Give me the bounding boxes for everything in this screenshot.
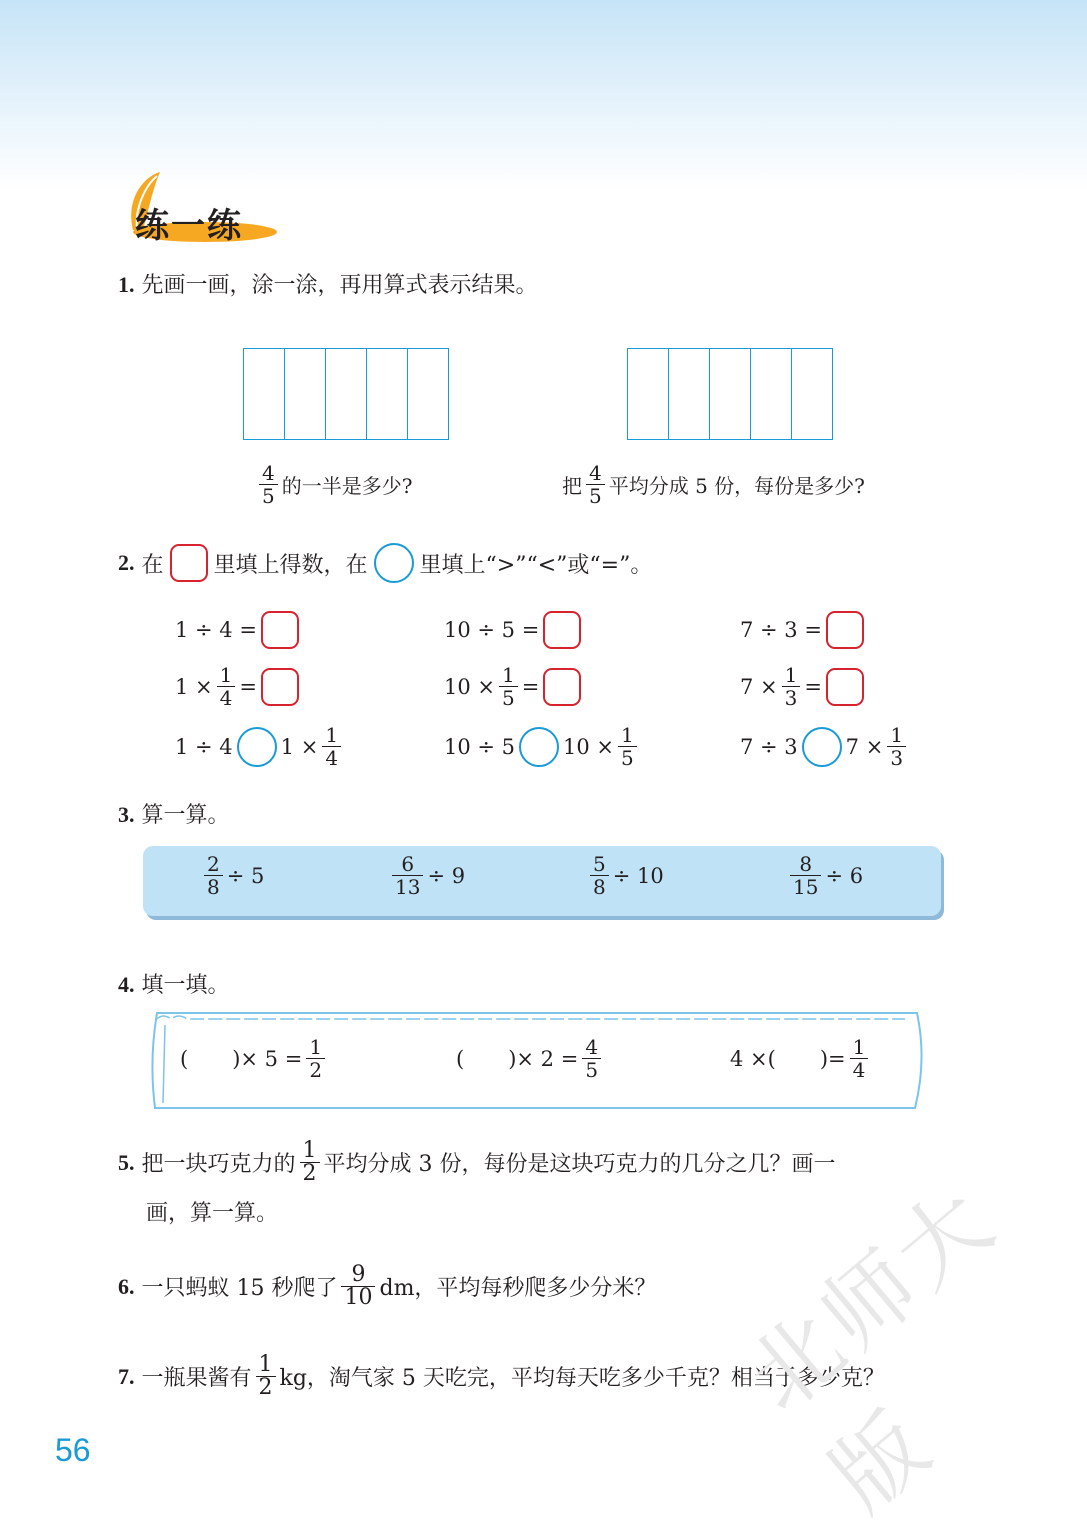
q2-expr-row1-b: 10 ÷ 5 =	[444, 611, 581, 649]
q2-expr-row3-a: 1 ÷ 4 1 × $\frac{1}{4}$	[175, 724, 345, 769]
question-7: 7. 一瓶果酱有 $\frac{1}{2}$ kg，淘气家 5 天吃完，平均每天吃多少千克？相当于多少克？	[118, 1352, 885, 1400]
q3-expr-4: $\frac{8}{15}$ ÷ 6	[786, 853, 863, 898]
watermark: 北师大版	[728, 1166, 1017, 1532]
q2-expr-row2-b: 10 × $\frac{1}{5}$ =	[444, 664, 581, 709]
question-3: 3. 算一算。	[118, 802, 230, 828]
q2-expr-row1-a: 1 ÷ 4 =	[175, 611, 299, 649]
compare-circle[interactable]	[237, 727, 277, 767]
answer-box[interactable]	[826, 611, 864, 649]
q3-expr-2: $\frac{6}{13}$ ÷ 9	[388, 853, 465, 898]
question-2: 2. 在 里填上得数，在 里填上“>”“<”或“=”。	[118, 543, 652, 583]
question-4: 4. 填一填。	[118, 972, 230, 998]
q1-left-prompt: $\frac{4}{5}$ 的一半是多少?	[255, 462, 412, 507]
q4-expr-3: 4 ×( )= $\frac{1}{4}$	[730, 1036, 872, 1081]
q2-expr-row3-b: 10 ÷ 5 10 × $\frac{1}{5}$	[444, 724, 641, 769]
q2-expr-row2-c: 7 × $\frac{1}{3}$ =	[740, 664, 864, 709]
answer-box-icon	[170, 544, 208, 582]
answer-box[interactable]	[261, 668, 299, 706]
section-heading: 练一练	[135, 206, 243, 246]
compare-circle[interactable]	[802, 727, 842, 767]
question-5-line2: 画，算一算。	[146, 1201, 279, 1226]
q4-expr-2: ( )× 2 = $\frac{4}{5}$	[456, 1036, 605, 1081]
answer-box[interactable]	[543, 611, 581, 649]
fraction-grid-right[interactable]	[627, 348, 833, 440]
header-gradient	[0, 0, 1087, 190]
q1-right-prompt: 把 $\frac{4}{5}$ 平均分成 5 份，每份是多少?	[562, 461, 865, 508]
question-text: 先画一画，涂一涂，再用算式表示结果。	[141, 273, 538, 298]
answer-box[interactable]	[261, 611, 299, 649]
fraction: $\frac{4}{5}$	[586, 462, 605, 507]
q4-expr-1: ( )× 5 = $\frac{1}{2}$	[180, 1036, 329, 1081]
compare-circle[interactable]	[519, 727, 559, 767]
fraction-grid-left[interactable]	[243, 348, 449, 440]
question-number: 1.	[118, 272, 135, 297]
question-5: 5. 把一块巧克力的 $\frac{1}{2}$ 平均分成 3 份，每份是这块巧克力的几分之几？画一	[118, 1138, 836, 1186]
answer-box[interactable]	[543, 668, 581, 706]
q2-expr-row2-a: 1 × $\frac{1}{4}$ =	[175, 664, 299, 709]
question-6: 6. 一只蚂蚁 15 秒爬了 $\frac{9}{10}$ dm，平均每秒爬多少分米？	[118, 1262, 657, 1310]
q3-expr-3: $\frac{5}{8}$ ÷ 10	[586, 853, 664, 898]
q2-expr-row1-c: 7 ÷ 3 =	[740, 611, 864, 649]
answer-box[interactable]	[826, 668, 864, 706]
fraction: $\frac{4}{5}$	[259, 462, 278, 507]
page-number: 56	[55, 1432, 91, 1468]
compare-circle-icon	[374, 543, 414, 583]
question-1	[118, 268, 538, 299]
q3-expr-1: $\frac{2}{8}$ ÷ 5	[200, 853, 264, 898]
q2-expr-row3-c: 7 ÷ 3 7 × $\frac{1}{3}$	[740, 724, 910, 769]
